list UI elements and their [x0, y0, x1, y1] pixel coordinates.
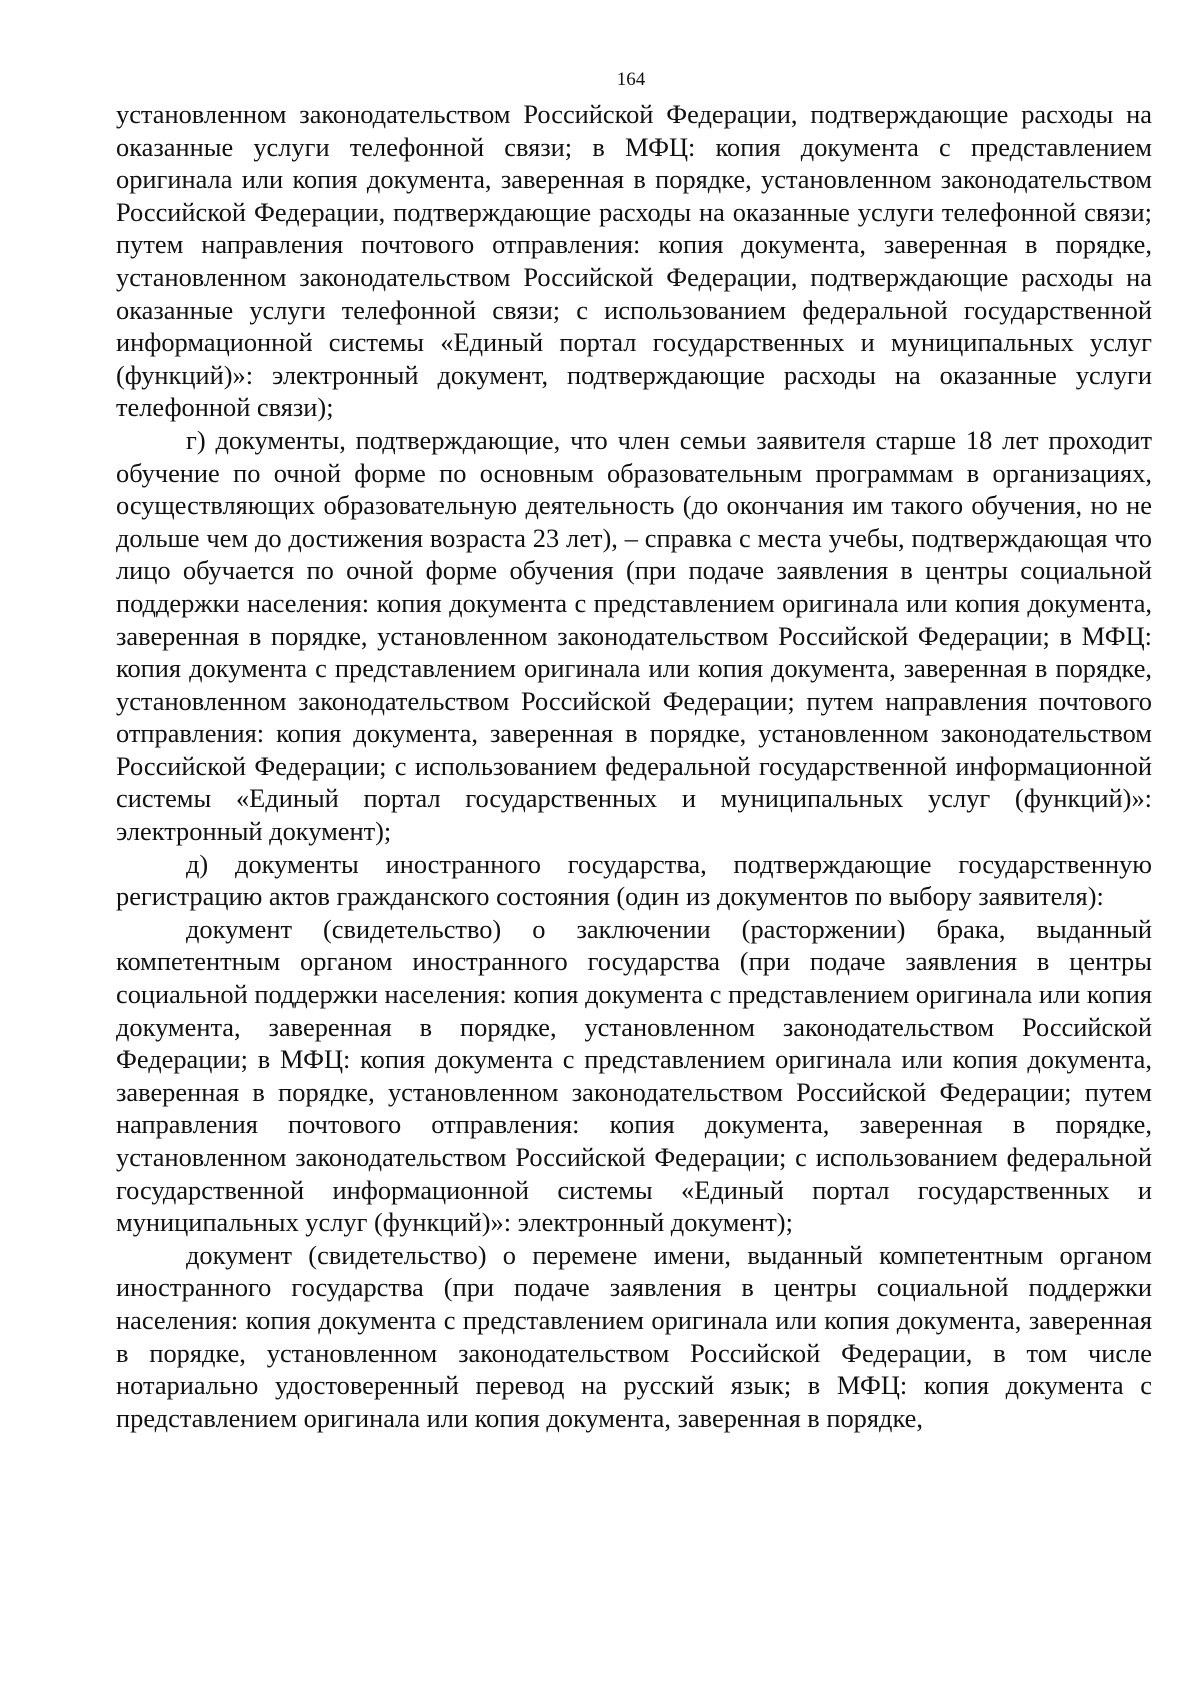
- page-number: 164: [616, 69, 646, 90]
- document-body: [116, 98, 1152, 1434]
- paragraph-marriage-certificate: документ (свидетельство) о заключении (расторжении) брака, выданный компетентным органом иностранного государства (при подаче заявления в центры социальной поддержки населения: копия документа с представлением оригинала или копия документа, заверенная в порядке, установленном законодательством Российской Федерации; в МФЦ: копия документа с представлением оригинала или копия документа, заверенная в порядке, установленном законодательством Российской Федерации; путем направления почтового отправления: копия документа, заверенная в порядке, установленном законодательством Российской Федерации; с использованием федеральной государственной информационной системы «Единый портал государственных и муниципальных услуг (функций)»: электронный документ);: [116, 913, 1152, 1238]
- paragraph-continuation: установленном законодательством Российской Федерации, подтверждающие расходы на оказанные услуги телефонной связи; в МФЦ: копия документа с представлением оригинала или копия документа, заверенная в порядке, установленном законодательством Российской Федерации, подтверждающие расходы на оказанные услуги телефонной связи; путем направления почтового отправления: копия документа, заверенная в порядке, установленном законодательством Российской Федерации, подтверждающие расходы на оказанные услуги телефонной связи; с использованием федеральной государственной информационной системы «Единый портал государственных и муниципальных услуг (функций)»: электронный документ, подтверждающие расходы на оказанные услуги телефонной связи);: [116, 99, 1152, 423]
- paragraph-item-g: г) документы, подтверждающие, что член семьи заявителя старше 18 лет проходит обучение по очной форме по основным образовательным программам в организациях, осуществляющих образовательную деятельность (до окончания им такого обучения, но не дольше чем до достижения возраста 23 лет), – справка с места учебы, подтверждающая что лицо обучается по очной форме обучения (при подаче заявления в центры социальной поддержки населения: копия документа с представлением оригинала или копия документа, заверенная в порядке, установленном законодательством Российской Федерации; в МФЦ: копия документа с представлением оригинала или копия документа, заверенная в порядке, установленном законодательством Российской Федерации; путем направления почтового отправления: копия документа, заверенная в порядке, установленном законодательством Российской Федерации; с использованием федеральной государственной информационной системы «Единый портал государственных и муниципальных услуг (функций)»: электронный документ);: [116, 424, 1152, 847]
- paragraph-item-d: д) документы иностранного государства, подтверждающие государственную регистрацию актов гражданского состояния (один из документов по выбору заявителя):: [116, 848, 1152, 912]
- paragraph-name-change-certificate: документ (свидетельство) о перемене имени, выданный компетентным органом иностранного государства (при подаче заявления в центры социальной поддержки населения: копия документа с представлением оригинала или копия документа, заверенная в порядке, установленном законодательством Российской Федерации, в том числе нотариально удостоверенный перевод на русский язык; в МФЦ: копия документа с представлением оригинала или копия документа, заверенная в порядке,: [116, 1239, 1152, 1433]
